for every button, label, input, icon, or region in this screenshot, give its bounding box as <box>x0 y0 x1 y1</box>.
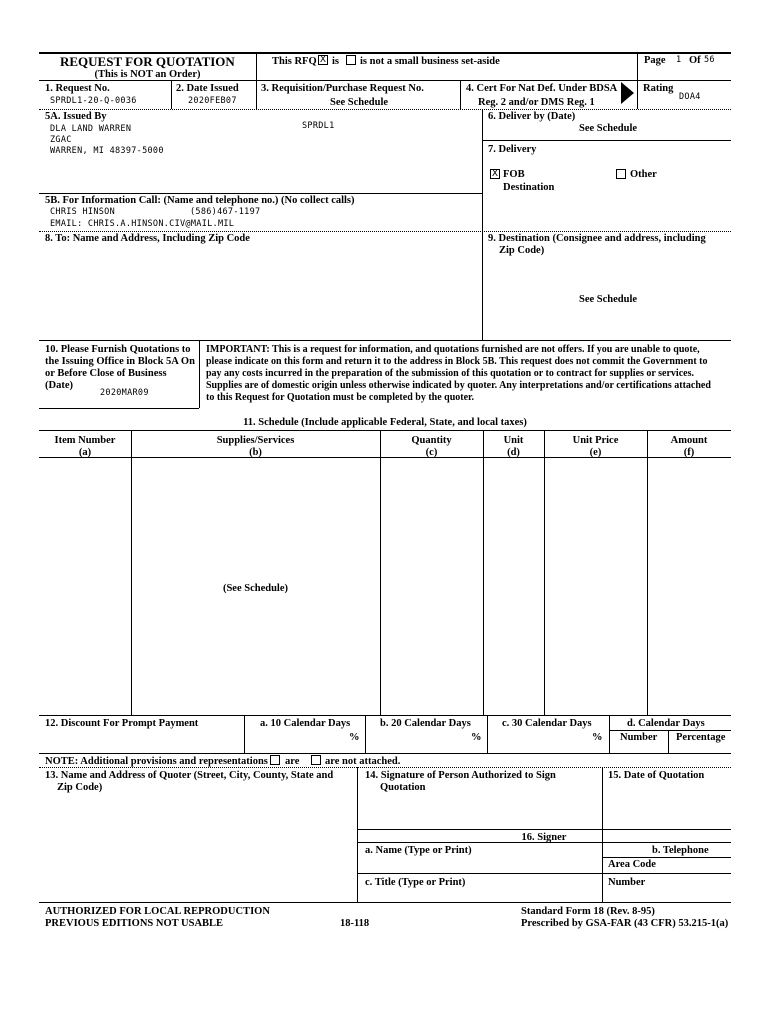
col-supplies: Supplies/Services <box>216 435 295 446</box>
rule <box>482 109 483 340</box>
rule <box>357 873 731 874</box>
col-quantity-sub: (c) <box>425 447 438 458</box>
discount-10-pct: % <box>349 732 360 743</box>
important-line-2: please indicate on this form and return it to the address in Block 5B. This request does not commit the Government to <box>206 356 708 367</box>
col-unit-sub: (d) <box>507 447 520 458</box>
rule <box>637 52 638 80</box>
signer-label: 16. Signer <box>521 832 567 843</box>
important-line-3: pay any costs incurred in the preparation of the submission of this quotation or to contract for supplies or services. <box>206 368 694 379</box>
furnish-date-value: 2020MAR09 <box>100 388 149 398</box>
discount-calendar-days: d. Calendar Days <box>627 718 705 729</box>
col-unit-price-sub: (e) <box>589 447 602 458</box>
rating-label: Rating <box>643 83 674 94</box>
quoter-address-label-1: 13. Name and Address of Quoter (Street, City, County, State and <box>45 770 334 781</box>
rule <box>256 52 257 80</box>
rfq-is-not-checkbox[interactable] <box>346 55 356 65</box>
note-are-not-label: are not attached. <box>325 756 401 767</box>
rule <box>637 80 638 109</box>
rfq-is-label: is <box>332 56 340 67</box>
discount-30-pct: % <box>592 732 603 743</box>
discount-20-days: b. 20 Calendar Days <box>380 718 471 729</box>
signer-number-label: Number <box>608 877 646 888</box>
signature-label-1: 14. Signature of Person Authorized to Sign <box>365 770 556 781</box>
info-call-email: EMAIL: CHRIS.A.HINSON.CIV@MAIL.MIL <box>50 219 235 229</box>
discount-percentage: Percentage <box>676 732 726 743</box>
rule <box>544 430 545 715</box>
rule <box>483 430 484 715</box>
rule <box>647 430 648 715</box>
info-call-phone: (586)467-1197 <box>190 207 261 217</box>
note-are-not-checkbox[interactable] <box>311 755 321 765</box>
note-are-label: are <box>285 756 300 767</box>
cert-label-2: Reg. 2 and/or DMS Reg. 1 <box>478 97 595 108</box>
issued-by-line-2: ZGAC <box>50 135 72 145</box>
signer-name-label: a. Name (Type or Print) <box>365 845 472 856</box>
rule <box>380 430 381 715</box>
rule <box>39 109 731 110</box>
col-quantity: Quantity <box>411 435 452 446</box>
request-no-value: SPRDL1-20-Q-0036 <box>50 96 137 106</box>
rule <box>39 193 482 194</box>
other-checkbox[interactable] <box>616 169 626 179</box>
note-text: NOTE: Additional provisions and representations <box>45 756 268 767</box>
quotation-date-label: 15. Date of Quotation <box>608 770 705 781</box>
rule <box>39 430 731 431</box>
rule <box>357 829 731 830</box>
to-address-label: 8. To: Name and Address, Including Zip Code <box>45 233 250 244</box>
page-total: 56 <box>704 55 715 65</box>
issued-by-line-3: WARREN, MI 48397-5000 <box>50 146 164 156</box>
furnish-label-2: the Issuing Office in Block 5A On <box>45 356 195 367</box>
rfq-this-label: This RFQ <box>272 56 317 67</box>
date-issued-label: 2. Date Issued <box>176 83 239 94</box>
rule <box>39 340 731 341</box>
rule <box>244 715 245 753</box>
important-line-4: Supplies are of domestic origin unless otherwise indicated by quoter. Any interpretations and/or certifications attached <box>206 380 711 391</box>
delivery-label: 7. Delivery <box>488 144 537 155</box>
furnish-label-4: (Date) <box>45 380 73 391</box>
rule <box>482 140 731 141</box>
rule <box>365 715 366 753</box>
request-no-label: 1. Request No. <box>45 83 110 94</box>
destination-label-2: Zip Code) <box>499 245 545 256</box>
col-unit-price: Unit Price <box>572 435 619 446</box>
info-call-label: 5B. For Information Call: (Name and telephone no.) (No collect calls) <box>45 195 355 206</box>
info-call-name: CHRIS HINSON <box>50 207 116 217</box>
requisition-label: 3. Requisition/Purchase Request No. <box>261 83 424 94</box>
rating-value: DOA4 <box>679 92 701 102</box>
important-line-1: IMPORTANT: This is a request for information, and quotations furnished are not offers. If you are unable to quote, <box>206 344 700 355</box>
requisition-value: See Schedule <box>330 97 389 108</box>
col-item-number: Item Number <box>54 435 116 446</box>
col-amount: Amount <box>670 435 708 446</box>
note-are-checkbox[interactable] <box>270 755 280 765</box>
rule <box>487 715 488 753</box>
footer-prescribed-by: Prescribed by GSA-FAR (43 CFR) 53.215-1(a) <box>521 918 729 929</box>
col-unit: Unit <box>503 435 524 446</box>
deliver-by-value: See Schedule <box>579 123 638 134</box>
of-label: Of <box>689 55 701 66</box>
date-issued-value: 2020FEB07 <box>188 96 237 106</box>
deliver-by-label: 6. Deliver by (Date) <box>488 111 576 122</box>
fob-label: FOB <box>503 169 525 180</box>
fob-destination-label: Destination <box>503 182 555 193</box>
signer-title-label: c. Title (Type or Print) <box>365 877 466 888</box>
see-schedule-note: (See Schedule) <box>222 583 289 594</box>
page-number: 1 <box>676 55 682 65</box>
important-line-5: to this Request for Quotation must be completed by the quoter. <box>206 392 475 403</box>
rule <box>39 408 199 409</box>
footer-form-code: 18-118 <box>340 918 370 929</box>
furnish-label-3: or Before Close of Business <box>45 368 167 379</box>
issued-by-label: 5A. Issued By <box>45 111 107 122</box>
destination-label-1: 9. Destination (Consignee and address, including <box>488 233 706 244</box>
destination-value: See Schedule <box>579 294 638 305</box>
signature-label-2: Quotation <box>380 782 426 793</box>
discount-number: Number <box>620 732 658 743</box>
rule <box>39 715 731 716</box>
rule <box>199 340 200 408</box>
discount-label: 12. Discount For Prompt Payment <box>45 718 199 729</box>
discount-30-days: c. 30 Calendar Days <box>502 718 592 729</box>
rfq-is-checkbox[interactable]: X <box>319 55 327 65</box>
col-amount-sub: (f) <box>683 447 695 458</box>
col-supplies-sub: (b) <box>249 447 262 458</box>
arrow-right-icon <box>621 82 634 104</box>
form-subtitle: (This is NOT an Order) <box>94 69 201 80</box>
form-title: REQUEST FOR QUOTATION <box>60 54 235 69</box>
rule <box>39 753 731 754</box>
cert-label-1: 4. Cert For Nat Def. Under BDSA <box>466 83 618 94</box>
signer-telephone-label: b. Telephone <box>652 845 709 856</box>
col-item-number-sub: (a) <box>78 447 92 458</box>
rule <box>131 430 132 715</box>
discount-10-days: a. 10 Calendar Days <box>260 718 351 729</box>
rule <box>668 730 669 753</box>
rule <box>602 857 731 858</box>
signer-area-code-label: Area Code <box>608 859 656 870</box>
rule <box>256 80 257 109</box>
issued-by-code: SPRDL1 <box>302 121 335 131</box>
quoter-address-label-2: Zip Code) <box>57 782 103 793</box>
discount-20-pct: % <box>471 732 482 743</box>
rule <box>39 231 731 232</box>
schedule-title: 11. Schedule (Include applicable Federal, State, and local taxes) <box>243 417 527 428</box>
rule <box>171 80 172 109</box>
footer-standard-form: Standard Form 18 (Rev. 8-95) <box>521 906 655 917</box>
fob-checkbox[interactable]: X <box>491 169 499 179</box>
rule <box>609 730 731 731</box>
rfq-is-not-label: is not a small business set-aside <box>360 56 500 67</box>
rule <box>39 902 731 903</box>
footer-previous-editions: PREVIOUS EDITIONS NOT USABLE <box>45 918 224 929</box>
footer-reproduction: AUTHORIZED FOR LOCAL REPRODUCTION <box>45 906 270 917</box>
rule <box>460 80 461 109</box>
page-label: Page <box>644 55 666 66</box>
issued-by-line-1: DLA LAND WARREN <box>50 124 132 134</box>
rule <box>609 715 610 753</box>
furnish-label-1: 10. Please Furnish Quotations to <box>45 344 191 355</box>
other-label: Other <box>630 169 657 180</box>
